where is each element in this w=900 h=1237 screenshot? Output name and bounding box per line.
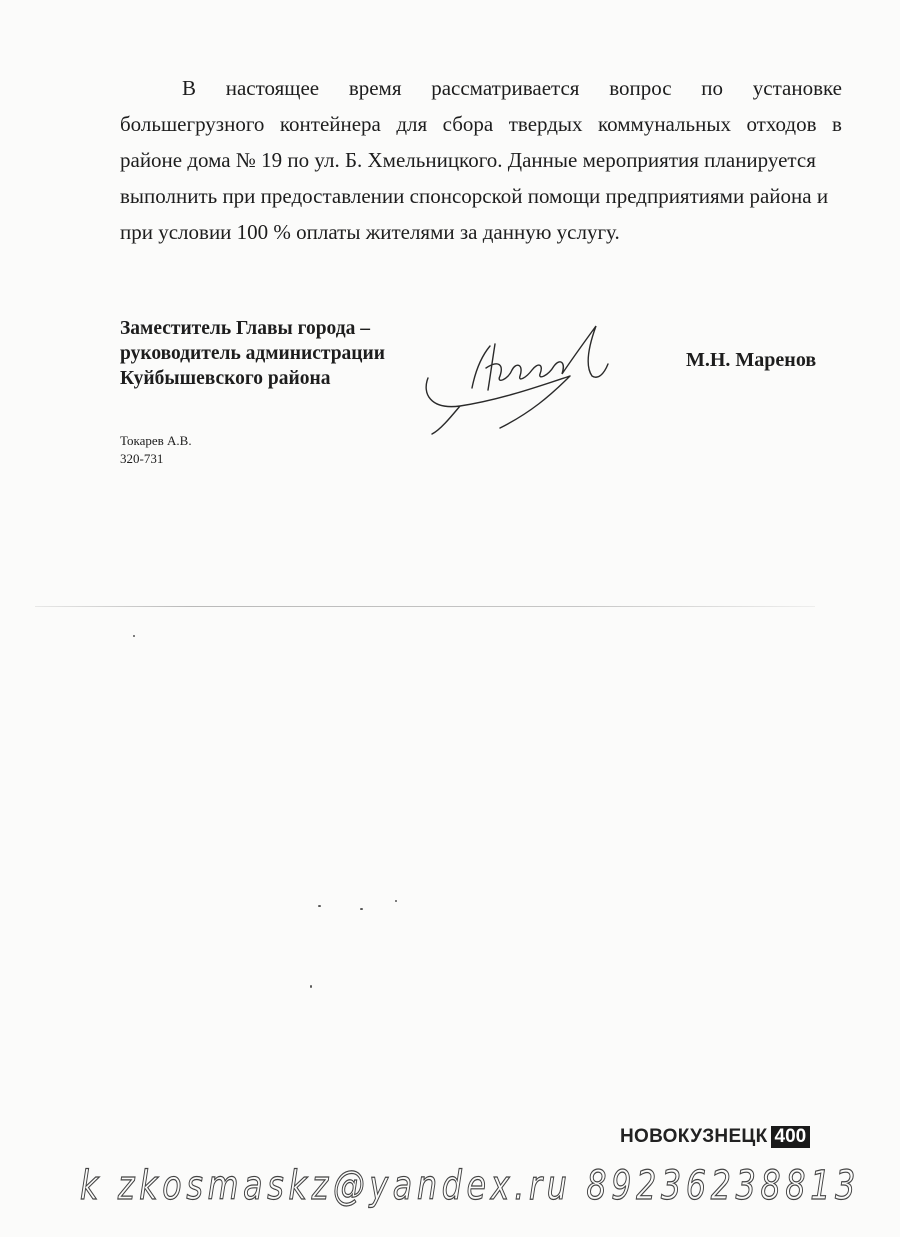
logo-mark: 400 (771, 1126, 811, 1148)
paragraph-line-5: при условии 100 % оплаты жителями за данную услугу. (120, 220, 620, 244)
letter-body (120, 70, 842, 250)
paper-speck (133, 635, 135, 637)
executor-info (120, 432, 192, 468)
paragraph-line-4: выполнить при предоставлении спонсорской помощи предприятиями района и (120, 184, 829, 208)
paragraph-line-1: В настоящее время рассматривается вопрос по установке (182, 76, 842, 100)
signatory-title (120, 316, 385, 391)
signatory-title-line: руководитель администрации (120, 343, 386, 364)
signatory-title-line: Куйбышевского района (120, 368, 331, 389)
signatory-name: М.Н. Маренов (686, 349, 817, 371)
paper-speck (360, 908, 363, 910)
paper-speck (395, 900, 397, 902)
logo-text: НОВОКУЗНЕЦК (620, 1126, 768, 1147)
paper-fold-line (35, 606, 815, 607)
executor-name: Токарев А.В. (120, 433, 192, 448)
paragraph-line-3: районе дома № 19 по ул. Б. Хмельницкого. Данные мероприятия планируется (120, 148, 816, 172)
executor-phone: 320-731 (120, 451, 164, 466)
novokuznetsk-400-logo (620, 1124, 810, 1150)
paper-speck (310, 985, 312, 988)
handwritten-signature (420, 318, 620, 440)
handwritten-contact-text: k zkosmaskz@yandex.ru 89236238813 (80, 1163, 860, 1209)
paragraph-line-2: большегрузного контейнера для сбора твердых коммунальных отходов в (120, 112, 842, 136)
handwritten-contact-note (80, 1155, 870, 1215)
signatory-title-line: Заместитель Главы города – (120, 318, 370, 339)
paper-speck (318, 905, 321, 907)
